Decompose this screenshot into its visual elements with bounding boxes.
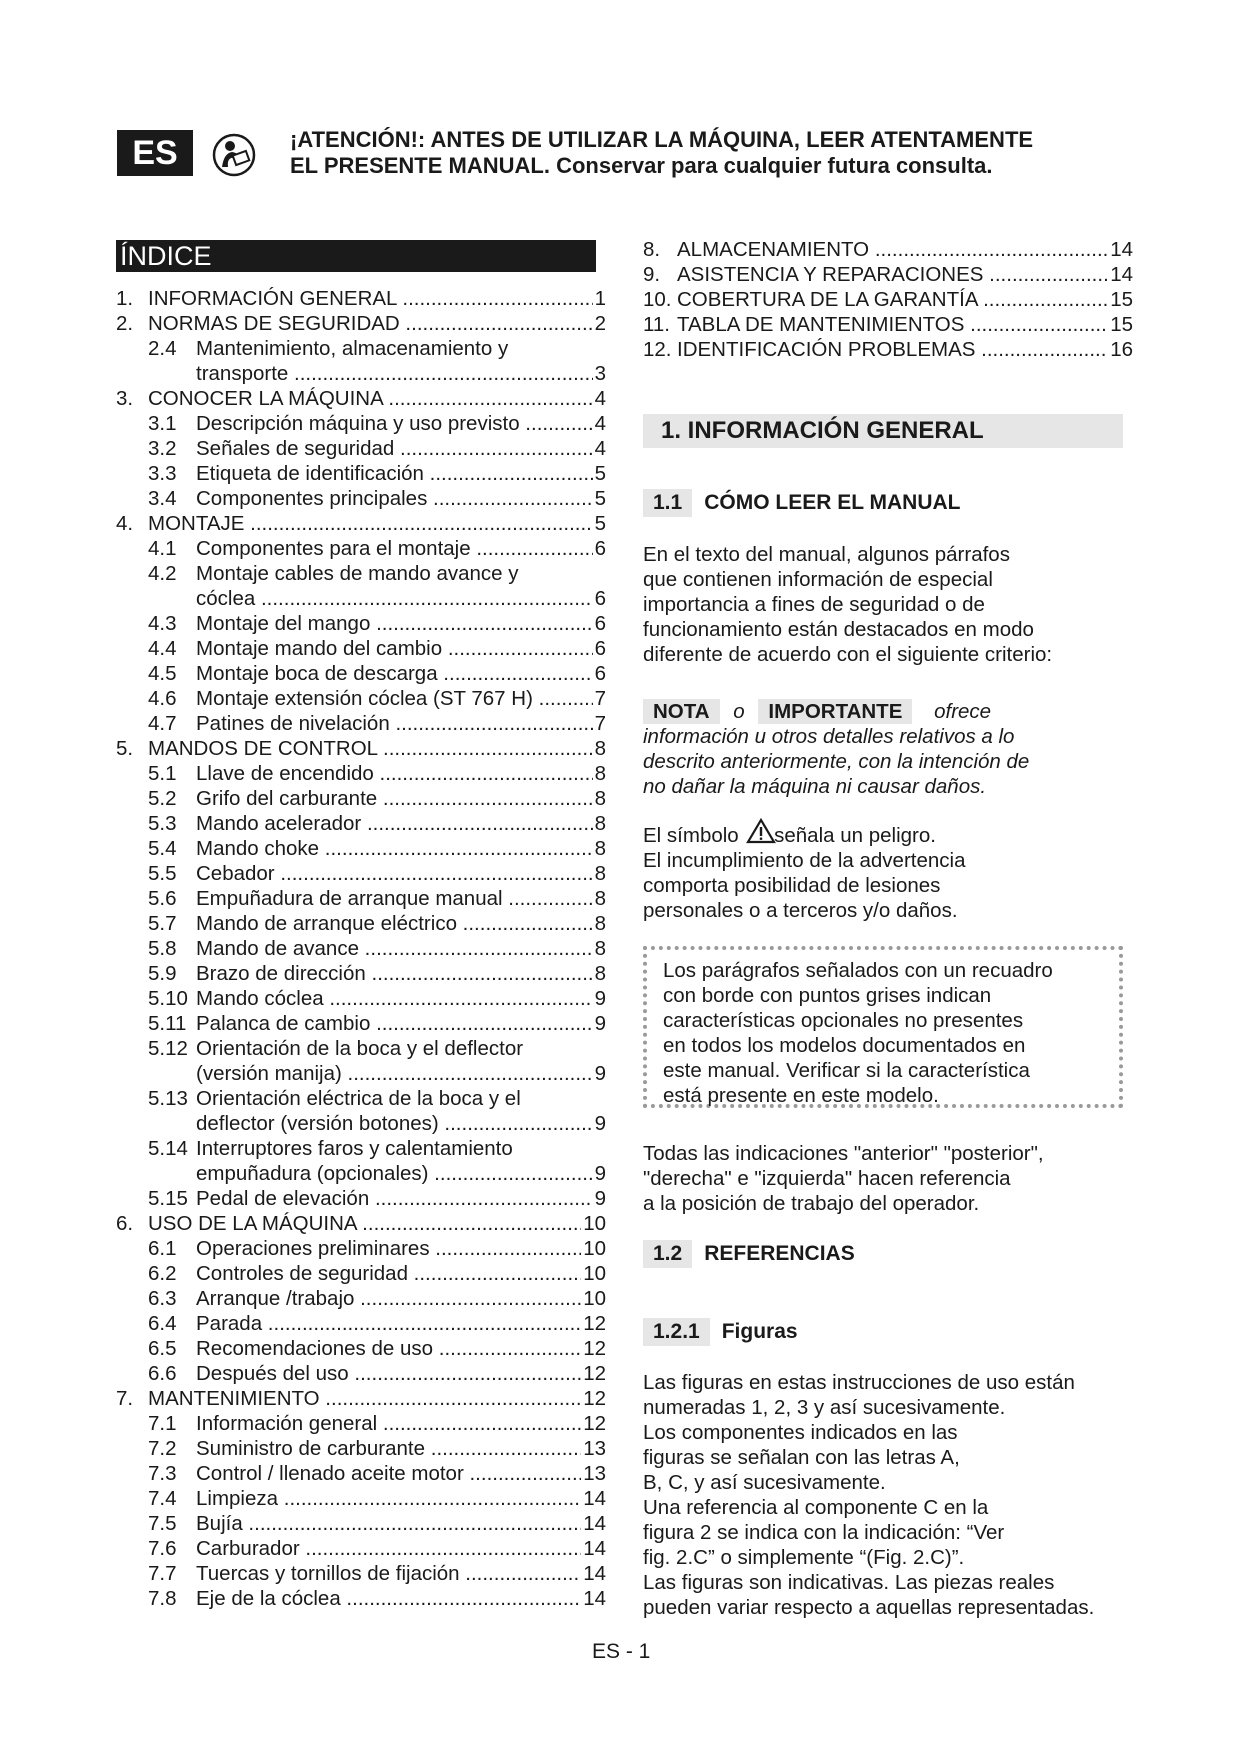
toc-entry [116, 786, 606, 811]
toc-entry-number: 6.1 [148, 1237, 177, 1260]
toc-entry-label: Controles de seguridad [196, 1262, 408, 1285]
toc-entry [116, 861, 606, 886]
toc-entry-page: 6 [594, 662, 606, 685]
toc-entry-number: 4. [116, 512, 134, 535]
toc-entry-number: 5.10 [148, 987, 188, 1010]
toc-entry [116, 1411, 606, 1436]
toc-entry [116, 1136, 606, 1161]
toc-entry-number: 6.2 [148, 1262, 177, 1285]
toc-entry-page: 6 [594, 537, 606, 560]
toc-entry-number: 3.3 [148, 462, 177, 485]
toc-entry-label: Parada [196, 1312, 263, 1335]
toc-entry-label: Palanca de cambio [196, 1012, 371, 1035]
toc-entry-number: 4.7 [148, 712, 177, 735]
toc-entry-label: Mando cóclea [196, 987, 324, 1010]
toc-entry [116, 1511, 606, 1536]
toc-entry-page: 8 [594, 862, 606, 885]
text-span: El símbolo [643, 824, 739, 847]
toc-entry-page: 4 [594, 387, 606, 410]
text-line: Todas las indicaciones "anterior" "posterior", [643, 1142, 1044, 1165]
toc-entry-number: 7.8 [148, 1587, 177, 1610]
toc-entry [116, 661, 606, 686]
text-line: figura 2 se indica con la indicación: “Ver [643, 1521, 1005, 1544]
toc-entry [116, 1061, 606, 1086]
toc-entry [116, 711, 606, 736]
text-line: En el texto del manual, algunos párrafos [643, 543, 1010, 566]
toc-entry [116, 336, 606, 361]
subsection-title: Figuras [721, 1320, 798, 1343]
toc-entry-number: 3.4 [148, 487, 177, 510]
toc-entry-number: 2. [116, 312, 134, 335]
toc-entry-number: 5.14 [148, 1137, 188, 1160]
text-line: funcionamiento están destacados en modo [643, 618, 1034, 641]
toc-entry [116, 461, 606, 486]
toc-entry [643, 237, 1133, 262]
toc-entry [116, 511, 606, 536]
toc-entry [116, 911, 606, 936]
text-line: información u otros detalles relativos a lo [643, 725, 1015, 748]
text-line: Los parágrafos señalados con un recuadro [663, 959, 1053, 982]
toc-entry-number: 5.4 [148, 837, 177, 860]
toc-entry-number: 3.2 [148, 437, 177, 460]
toc-entry-number: 7. [116, 1387, 134, 1410]
text-line: está presente en este modelo. [663, 1084, 939, 1107]
text-line: personales o a terceros y/o daños. [643, 899, 958, 922]
toc-entry [116, 1486, 606, 1511]
toc-entry-page: 3 [594, 362, 606, 385]
toc-entry-page: 8 [594, 937, 606, 960]
toc-entry-number: 2.4 [148, 337, 177, 360]
section-1-heading: 1. INFORMACIÓN GENERAL [643, 414, 1123, 448]
toc-entry-label: Control / llenado aceite motor [196, 1462, 464, 1485]
subsection-number: 1.1 [643, 489, 692, 517]
toc-entry-label: Orientación de la boca y el deflector [196, 1037, 524, 1060]
toc-entry-label: Pedal de elevación [196, 1187, 370, 1210]
toc-entry [643, 337, 1133, 362]
text-line: con borde con puntos grises indican [663, 984, 992, 1007]
directions-paragraph [643, 1141, 1143, 1216]
toc-entry-number: 10. [643, 288, 672, 311]
toc-entry-page: 8 [594, 962, 606, 985]
toc-entry [116, 286, 606, 311]
toc-entry-page: 15 [1110, 288, 1133, 311]
toc-entry-label: Montaje mando del cambio [196, 637, 443, 660]
toc-entry-page: 6 [594, 637, 606, 660]
toc-entry [116, 1461, 606, 1486]
nota-tag: NOTA [643, 699, 720, 724]
text-line: comporta posibilidad de lesiones [643, 874, 941, 897]
toc-entry-label: Bujía [196, 1512, 243, 1535]
toc-entry-number: 4.5 [148, 662, 177, 685]
subsection-1-2-heading [643, 1240, 855, 1268]
toc-entry [116, 311, 606, 336]
toc-entry-number: 4.3 [148, 612, 177, 635]
toc-entry-page: 1 [594, 287, 606, 310]
toc-entry-page: 5 [594, 462, 606, 485]
toc-entry-label: TABLA DE MANTENIMIENTOS [677, 313, 965, 336]
toc-entry [116, 736, 606, 761]
toc-entry [116, 986, 606, 1011]
toc-entry-page: 5 [594, 487, 606, 510]
toc-entry-number: 7.1 [148, 1412, 177, 1435]
toc-entry-number: 5. [116, 737, 134, 760]
toc-entry-label: Mando choke [196, 837, 320, 860]
toc-entry-label: cóclea [196, 587, 256, 610]
toc-entry-label: Mando de arranque eléctrico [196, 912, 457, 935]
toc-entry-page: 13 [583, 1437, 606, 1460]
toc-entry-label: Etiqueta de identificación [196, 462, 424, 485]
toc-entry-label: Señales de seguridad [196, 437, 395, 460]
toc-entry [116, 1561, 606, 1586]
toc-entry-number: 1. [116, 287, 134, 310]
toc-entry-page: 9 [594, 1162, 606, 1185]
toc-entry-label: NORMAS DE SEGURIDAD [148, 312, 400, 335]
toc-left [116, 286, 606, 1611]
toc-entry-page: 4 [594, 437, 606, 460]
toc-entry-number: 12. [643, 338, 672, 361]
toc-entry-number: 3.1 [148, 412, 177, 435]
subsection-title: CÓMO LEER EL MANUAL [704, 491, 961, 514]
text-line: que contienen información de especial [643, 568, 993, 591]
toc-entry-label: Empuñadura de arranque manual [196, 887, 503, 910]
toc-entry-page: 8 [594, 837, 606, 860]
toc-entry-number: 7.6 [148, 1537, 177, 1560]
toc-entry-number: 11. [643, 313, 670, 336]
text-line: "derecha" e "izquierda" hacen referencia [643, 1167, 1011, 1190]
toc-entry [643, 287, 1133, 312]
toc-entry [116, 361, 606, 386]
text-line: fig. 2.C” o simplemente “(Fig. 2.C)”. [643, 1546, 965, 1569]
toc-entry-page: 8 [594, 762, 606, 785]
toc-entry [116, 586, 606, 611]
toc-entry-number: 5.11 [148, 1012, 187, 1035]
text-line: Una referencia al componente C en la [643, 1496, 989, 1519]
toc-entry-label: CONOCER LA MÁQUINA [148, 387, 383, 410]
toc-entry-page: 14 [1110, 238, 1133, 261]
toc-entry-page: 9 [594, 1062, 606, 1085]
toc-entry-label: Limpieza [196, 1487, 279, 1510]
text-line: no dañar la máquina ni causar daños. [643, 775, 987, 798]
toc-entry-page: 14 [583, 1487, 606, 1510]
note-tags-line [643, 699, 1143, 724]
toc-entry-label: Orientación eléctrica de la boca y el [196, 1087, 521, 1110]
toc-entry-label: MONTAJE [148, 512, 245, 535]
toc-entry-page: 14 [1110, 263, 1133, 286]
toc-entry-number: 5.8 [148, 937, 177, 960]
toc-entry-number: 5.7 [148, 912, 177, 935]
text-span: señala un peligro. [774, 824, 936, 847]
toc-entry-page: 14 [583, 1562, 606, 1585]
toc-entry-label: Información general [196, 1412, 378, 1435]
text-line: a la posición de trabajo del operador. [643, 1192, 980, 1215]
toc-entry-number: 3. [116, 387, 134, 410]
toc-entry-page: 10 [583, 1287, 606, 1310]
attention-line-2: EL PRESENTE MANUAL. Conservar para cualquier futura consulta. [290, 153, 993, 178]
toc-entry-page: 8 [594, 787, 606, 810]
toc-entry-number: 6.6 [148, 1362, 177, 1385]
note-ofrece: ofrece [934, 700, 992, 723]
toc-entry [116, 1236, 606, 1261]
toc-entry [116, 1036, 606, 1061]
toc-entry [116, 761, 606, 786]
symbol-paragraph [643, 818, 1143, 923]
toc-entry-page: 6 [594, 612, 606, 635]
toc-entry-label: Interruptores faros y calentamiento [196, 1137, 513, 1160]
text-line: pueden variar respecto a aquellas representadas. [643, 1596, 1095, 1619]
toc-entry [116, 836, 606, 861]
toc-entry-label: Montaje del mango [196, 612, 371, 635]
text-line: El incumplimiento de la advertencia [643, 849, 966, 872]
toc-entry-number: 7.5 [148, 1512, 177, 1535]
toc-entry-page: 12 [583, 1312, 606, 1335]
optional-features-text [663, 958, 1053, 1108]
note-paragraph [643, 699, 1143, 799]
toc-entry-number: 7.2 [148, 1437, 177, 1460]
toc-entry-page: 9 [594, 1112, 606, 1135]
toc-entry-number: 4.4 [148, 637, 177, 660]
toc-entry-label: Tuercas y tornillos de fijación [196, 1562, 460, 1585]
toc-entry-number: 8. [643, 238, 661, 261]
toc-entry-label: empuñadura (opcionales) [196, 1162, 429, 1185]
toc-entry-label: Grifo del carburante [196, 787, 378, 810]
toc-entry-number: 6.3 [148, 1287, 177, 1310]
toc-entry-label: Eje de la cóclea [196, 1587, 341, 1610]
toc-entry [116, 636, 606, 661]
toc-entry-number: 5.15 [148, 1187, 188, 1210]
toc-entry [116, 1111, 606, 1136]
page-number: ES - 1 [592, 1640, 651, 1663]
toc-entry-page: 6 [594, 587, 606, 610]
toc-entry-label: MANDOS DE CONTROL [148, 737, 378, 760]
toc-entry [116, 1361, 606, 1386]
toc-entry-label: Patines de nivelación [196, 712, 390, 735]
toc-entry-label: (versión manija) [196, 1062, 342, 1085]
text-line: Las figuras en estas instrucciones de uso están [643, 1371, 1075, 1394]
toc-entry-page: 4 [594, 412, 606, 435]
toc-entry [116, 1336, 606, 1361]
toc-entry [116, 1386, 606, 1411]
toc-entry-label: Mantenimiento, almacenamiento y [196, 337, 509, 360]
toc-entry-page: 12 [583, 1412, 606, 1435]
text-line: este manual. Verificar si la característica [663, 1059, 1030, 1082]
toc-entry-number: 7.7 [148, 1562, 177, 1585]
toc-entry-label: transporte [196, 362, 289, 385]
toc-entry [116, 1086, 606, 1111]
toc-entry-page: 10 [583, 1237, 606, 1260]
toc-entry [116, 1261, 606, 1286]
toc-entry [116, 611, 606, 636]
subsection-number: 1.2 [643, 1240, 692, 1268]
toc-entry-number: 5.6 [148, 887, 177, 910]
toc-entry-label: Montaje extensión cóclea (ST 767 H) [196, 687, 533, 710]
toc-entry-page: 2 [594, 312, 606, 335]
toc-entry [116, 886, 606, 911]
toc-entry-number: 5.1 [148, 762, 177, 785]
intro-paragraph [643, 542, 1143, 667]
toc-entry-page: 7 [594, 687, 606, 710]
toc-entry-page: 7 [594, 712, 606, 735]
figures-paragraph [643, 1370, 1143, 1620]
toc-entry-number: 5.3 [148, 812, 177, 835]
toc-entry [116, 1186, 606, 1211]
toc-entry-number: 6. [116, 1212, 134, 1235]
toc-entry-label: Componentes principales [196, 487, 428, 510]
language-badge: ES [117, 130, 193, 176]
text-line: B, C, y así sucesivamente. [643, 1471, 886, 1494]
toc-entry-page: 8 [594, 912, 606, 935]
toc-entry-label: Carburador [196, 1537, 300, 1560]
optional-features-box [643, 946, 1123, 1108]
toc-entry-number: 6.4 [148, 1312, 177, 1335]
importante-tag: IMPORTANTE [758, 699, 912, 724]
subsection-number: 1.2.1 [643, 1318, 710, 1346]
toc-entry-label: Montaje cables de mando avance y [196, 562, 519, 585]
toc-entry [116, 411, 606, 436]
toc-entry-page: 5 [594, 512, 606, 535]
toc-entry [116, 486, 606, 511]
text-line: en todos los modelos documentados en [663, 1034, 1026, 1057]
symbol-line [643, 818, 1143, 848]
toc-entry [116, 1586, 606, 1611]
text-line: características opcionales no presentes [663, 1009, 1024, 1032]
subsection-title: REFERENCIAS [704, 1242, 855, 1265]
toc-entry-page: 14 [583, 1512, 606, 1535]
toc-entry [643, 312, 1133, 337]
toc-entry-label: COBERTURA DE LA GARANTÍA [677, 288, 978, 311]
toc-entry [116, 936, 606, 961]
toc-entry-label: INFORMACIÓN GENERAL [148, 287, 397, 310]
toc-entry [116, 1161, 606, 1186]
toc-entry-page: 15 [1110, 313, 1133, 336]
toc-entry [116, 1211, 606, 1236]
toc-entry-page: 9 [594, 1187, 606, 1210]
toc-entry-number: 5.13 [148, 1087, 188, 1110]
subsection-1-2-1-heading [643, 1318, 798, 1346]
toc-entry-label: Recomendaciones de uso [196, 1337, 434, 1360]
toc-entry [116, 1286, 606, 1311]
toc-entry-page: 12 [583, 1387, 606, 1410]
toc-entry-label: Después del uso [196, 1362, 349, 1385]
toc-entry-number: 7.3 [148, 1462, 177, 1485]
toc-entry [116, 1311, 606, 1336]
toc-entry-page: 12 [583, 1362, 606, 1385]
toc-entry-number: 7.4 [148, 1487, 177, 1510]
text-line: diferente de acuerdo con el siguiente criterio: [643, 643, 1053, 666]
toc-entry-label: Descripción máquina y uso previsto [196, 412, 520, 435]
toc-right [643, 237, 1133, 362]
text-line: figuras se señalan con las letras A, [643, 1446, 960, 1469]
toc-entry-page: 13 [583, 1462, 606, 1485]
toc-entry-page: 10 [583, 1262, 606, 1285]
toc-entry-page: 12 [583, 1337, 606, 1360]
toc-entry-label: MANTENIMIENTO [148, 1387, 320, 1410]
text-line: Los componentes indicados en las [643, 1421, 958, 1444]
toc-entry-number: 5.9 [148, 962, 177, 985]
toc-entry-label: Operaciones preliminares [196, 1237, 430, 1260]
toc-entry [116, 961, 606, 986]
toc-entry-label: ALMACENAMIENTO [677, 238, 870, 261]
toc-entry-label: Montaje boca de descarga [196, 662, 438, 685]
toc-entry-label: Llave de encendido [196, 762, 374, 785]
toc-entry-label: IDENTIFICACIÓN PROBLEMAS [677, 338, 976, 361]
toc-entry-label: deflector (versión botones) [196, 1112, 439, 1135]
toc-entry [116, 436, 606, 461]
text-line: importancia a fines de seguridad o de [643, 593, 985, 616]
toc-entry [116, 1436, 606, 1461]
toc-entry-number: 5.2 [148, 787, 177, 810]
toc-entry-label: ASISTENCIA Y REPARACIONES [677, 263, 984, 286]
toc-entry-label: Mando de avance [196, 937, 359, 960]
toc-entry-number: 9. [643, 263, 661, 286]
toc-entry [116, 811, 606, 836]
toc-entry-label: Cebador [196, 862, 275, 885]
toc-entry [116, 386, 606, 411]
read-manual-icon [212, 133, 256, 177]
toc-entry-number: 4.1 [148, 537, 177, 560]
toc-entry-label: Brazo de dirección [196, 962, 366, 985]
toc-entry-page: 8 [594, 812, 606, 835]
toc-entry-page: 10 [583, 1212, 606, 1235]
toc-entry-label: Mando acelerador [196, 812, 362, 835]
index-title: ÍNDICE [116, 240, 596, 272]
toc-entry [643, 262, 1133, 287]
warning-triangle-icon [746, 818, 776, 844]
toc-entry-number: 5.5 [148, 862, 177, 885]
text-line: descrito anteriormente, con la intención de [643, 750, 1030, 773]
toc-entry [116, 1011, 606, 1036]
toc-entry-number: 4.6 [148, 687, 177, 710]
toc-entry-label: Suministro de carburante [196, 1437, 426, 1460]
toc-entry-page: 14 [583, 1537, 606, 1560]
toc-entry-number: 5.12 [148, 1037, 188, 1060]
text-line: Las figuras son indicativas. Las piezas reales [643, 1571, 1055, 1594]
toc-entry [116, 536, 606, 561]
toc-entry [116, 561, 606, 586]
text-line: numeradas 1, 2, 3 y así sucesivamente. [643, 1396, 1006, 1419]
toc-entry-label: USO DE LA MÁQUINA [148, 1212, 357, 1235]
note-or: o [733, 700, 745, 723]
toc-entry [116, 686, 606, 711]
toc-entry-page: 8 [594, 887, 606, 910]
toc-entry-number: 4.2 [148, 562, 177, 585]
toc-entry-page: 14 [583, 1587, 606, 1610]
toc-entry-label: Arranque /trabajo [196, 1287, 355, 1310]
toc-entry-page: 9 [594, 987, 606, 1010]
attention-line-1: ¡ATENCIÓN!: ANTES DE UTILIZAR LA MÁQUINA, LEER ATENTAMENTE [290, 127, 1034, 152]
attention-notice [290, 127, 1033, 179]
toc-entry-page: 8 [594, 737, 606, 760]
toc-entry [116, 1536, 606, 1561]
toc-entry-number: 6.5 [148, 1337, 177, 1360]
subsection-1-1-heading [643, 489, 960, 517]
toc-entry-page: 9 [594, 1012, 606, 1035]
toc-entry-label: Componentes para el montaje [196, 537, 471, 560]
toc-entry-page: 16 [1110, 338, 1133, 361]
